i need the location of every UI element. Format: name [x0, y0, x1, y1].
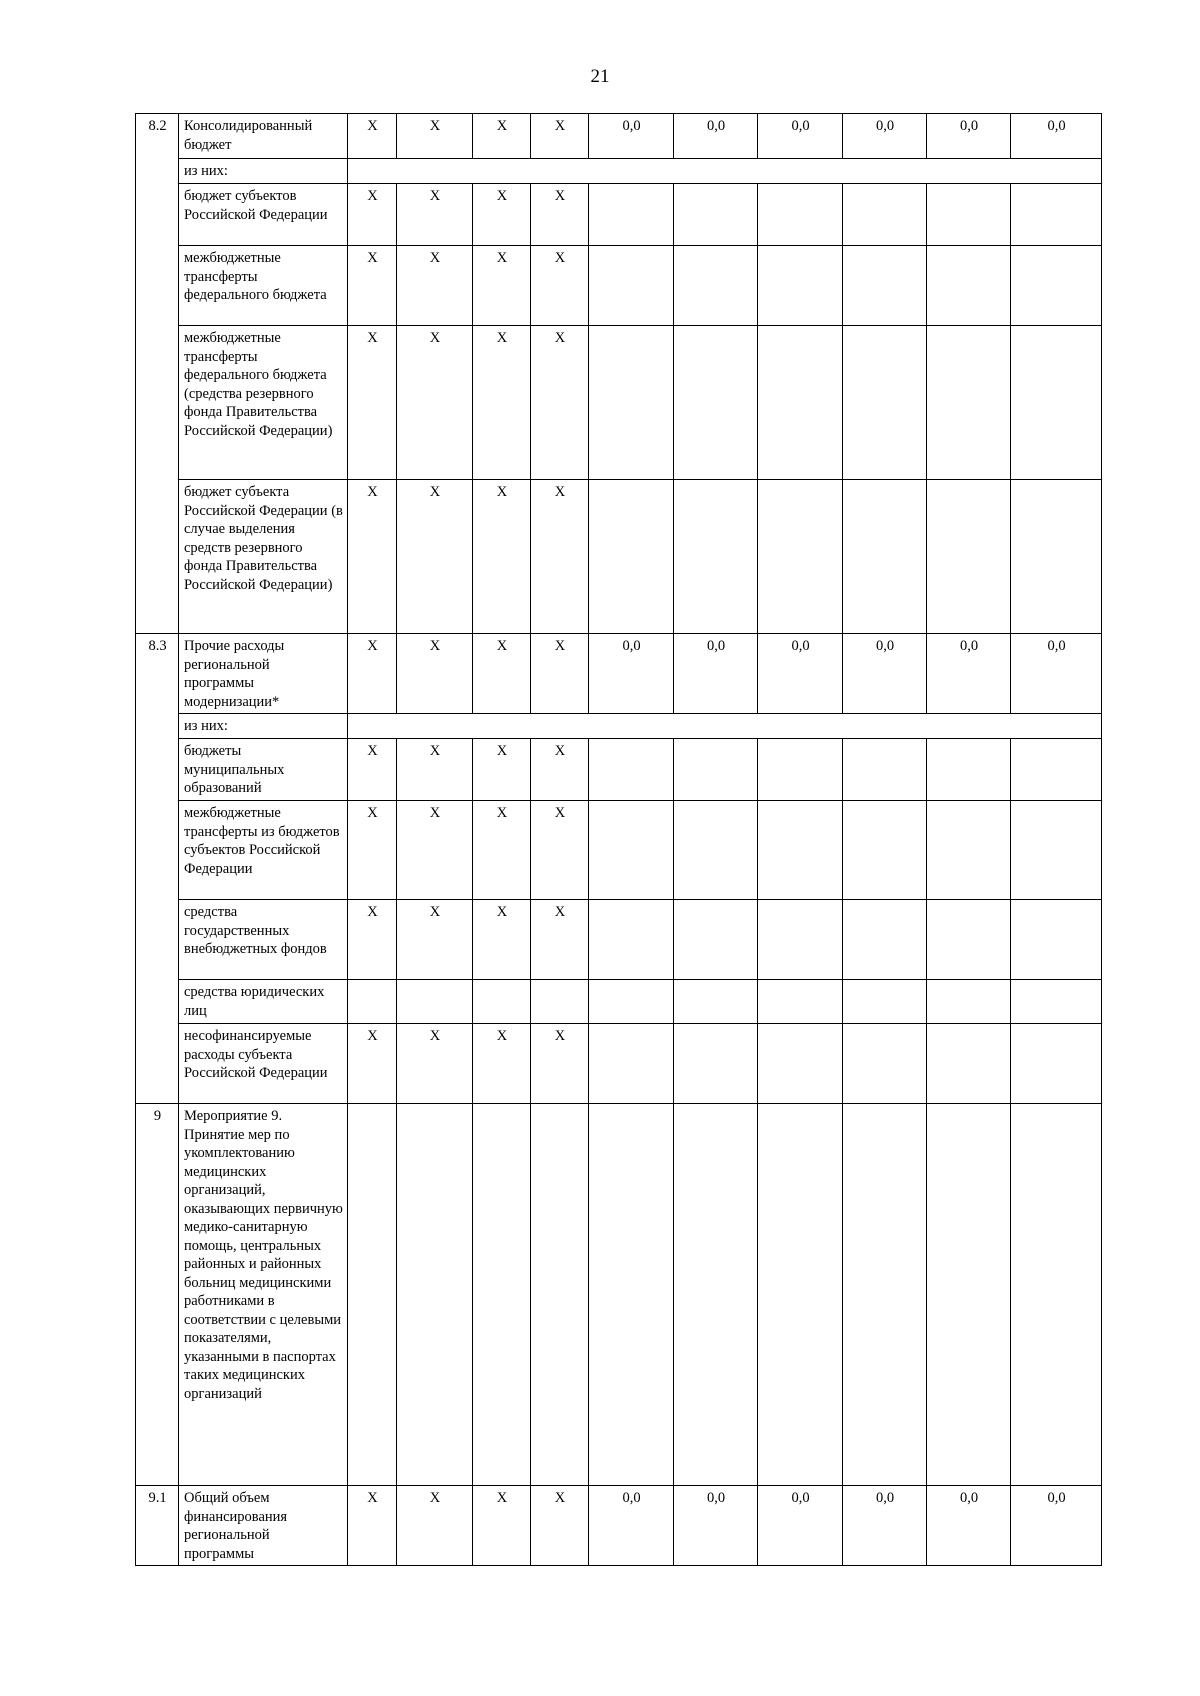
x-cell: X [531, 480, 589, 634]
x-cell: X [348, 634, 397, 714]
table-row [136, 184, 1102, 246]
row-label-cell: Общий объем финансирования региональной программы [179, 1486, 348, 1566]
financing-table [135, 113, 1102, 1566]
value-cell: 0,0 [589, 114, 674, 159]
value-cell [758, 1024, 843, 1104]
value-cell [674, 980, 758, 1024]
value-cell [589, 326, 674, 480]
x-cell: X [397, 246, 473, 326]
value-cell: 0,0 [674, 634, 758, 714]
x-cell: X [473, 184, 531, 246]
x-cell: X [531, 246, 589, 326]
value-cell [1011, 480, 1102, 634]
value-cell [843, 980, 927, 1024]
table-row [136, 634, 1102, 714]
row-label-cell: бюджет субъектов Российской Федерации [179, 184, 348, 246]
value-cell: 0,0 [927, 634, 1011, 714]
x-cell: X [473, 801, 531, 900]
value-cell [758, 801, 843, 900]
x-cell: X [348, 184, 397, 246]
x-cell [397, 1104, 473, 1486]
x-cell: X [531, 1024, 589, 1104]
x-cell: X [473, 900, 531, 980]
x-cell: X [531, 739, 589, 801]
value-cell [843, 900, 927, 980]
value-cell [843, 739, 927, 801]
value-cell [589, 1104, 674, 1486]
value-cell: 0,0 [843, 114, 927, 159]
row-number-cell: 8.2 [136, 114, 179, 634]
value-cell [1011, 801, 1102, 900]
value-cell [927, 480, 1011, 634]
table-row [136, 114, 1102, 159]
value-cell: 0,0 [674, 1486, 758, 1566]
value-cell: 0,0 [758, 634, 843, 714]
value-cell [843, 326, 927, 480]
row-label-cell: Мероприятие 9. Принятие мер по укомплектованию медицинских организаций, оказывающих первичную медико-санитарную помощь, центральных районных и районных больниц медицинскими работниками в соответствии с целевыми показателями, указанными в паспортах таких медицинских организаций [179, 1104, 348, 1486]
value-cell [843, 480, 927, 634]
x-cell: X [348, 801, 397, 900]
x-cell: X [348, 739, 397, 801]
value-cell [1011, 326, 1102, 480]
value-cell [674, 480, 758, 634]
row-label-cell: Прочие расходы региональной программы модернизации* [179, 634, 348, 714]
x-cell: X [397, 114, 473, 159]
row-label-cell: межбюджетные трансферты федерального бюджета (средства резервного фонда Правительства Российской Федерации) [179, 326, 348, 480]
value-cell: 0,0 [1011, 114, 1102, 159]
x-cell: X [531, 900, 589, 980]
x-cell: X [473, 634, 531, 714]
value-cell [927, 900, 1011, 980]
value-cell: 0,0 [758, 1486, 843, 1566]
value-cell [758, 326, 843, 480]
x-cell: X [531, 114, 589, 159]
table-row [136, 801, 1102, 900]
x-cell: X [473, 114, 531, 159]
value-cell [1011, 739, 1102, 801]
value-cell [1011, 246, 1102, 326]
value-cell [1011, 900, 1102, 980]
row-label-cell: средства юридических лиц [179, 980, 348, 1024]
value-cell [927, 326, 1011, 480]
value-cell: 0,0 [927, 1486, 1011, 1566]
value-cell [927, 1104, 1011, 1486]
row-label-cell: из них: [179, 159, 348, 184]
value-cell: 0,0 [758, 114, 843, 159]
value-cell: 0,0 [1011, 634, 1102, 714]
value-cell: 0,0 [589, 634, 674, 714]
value-cell [843, 801, 927, 900]
x-cell: X [531, 184, 589, 246]
value-cell [843, 1104, 927, 1486]
value-cell [674, 739, 758, 801]
value-cell [843, 246, 927, 326]
x-cell: X [397, 184, 473, 246]
x-cell: X [397, 900, 473, 980]
x-cell: X [473, 1486, 531, 1566]
value-cell: 0,0 [674, 114, 758, 159]
x-cell [397, 980, 473, 1024]
value-cell [674, 326, 758, 480]
page-number: 21 [590, 66, 610, 87]
row-label-cell: бюджет субъекта Российской Федерации (в случае выделения средств резервного фонда Правительства Российской Федерации) [179, 480, 348, 634]
x-cell: X [473, 1024, 531, 1104]
table-row [136, 980, 1102, 1024]
value-cell [589, 184, 674, 246]
value-cell [589, 1024, 674, 1104]
value-cell [589, 801, 674, 900]
x-cell: X [348, 900, 397, 980]
table-row [136, 714, 1102, 739]
x-cell: X [473, 246, 531, 326]
x-cell: X [531, 326, 589, 480]
x-cell [531, 1104, 589, 1486]
table-row [136, 1024, 1102, 1104]
value-cell [927, 739, 1011, 801]
x-cell: X [348, 114, 397, 159]
merged-empty-cell [348, 714, 1102, 739]
value-cell [758, 1104, 843, 1486]
value-cell [758, 980, 843, 1024]
value-cell [927, 184, 1011, 246]
value-cell [843, 184, 927, 246]
x-cell: X [397, 1486, 473, 1566]
value-cell [1011, 1104, 1102, 1486]
value-cell [1011, 184, 1102, 246]
value-cell: 0,0 [927, 114, 1011, 159]
x-cell: X [348, 1486, 397, 1566]
table-row [136, 739, 1102, 801]
x-cell: X [348, 480, 397, 634]
value-cell [1011, 1024, 1102, 1104]
value-cell [674, 1024, 758, 1104]
row-label-cell: бюджеты муниципальных образований [179, 739, 348, 801]
x-cell [473, 980, 531, 1024]
x-cell: X [531, 1486, 589, 1566]
value-cell [758, 184, 843, 246]
value-cell [589, 980, 674, 1024]
row-number-cell: 9 [136, 1104, 179, 1486]
row-number-cell: 8.3 [136, 634, 179, 1104]
value-cell [589, 900, 674, 980]
row-number-cell: 9.1 [136, 1486, 179, 1566]
x-cell: X [397, 634, 473, 714]
x-cell: X [473, 326, 531, 480]
value-cell [1011, 980, 1102, 1024]
x-cell [348, 980, 397, 1024]
x-cell: X [531, 634, 589, 714]
value-cell [674, 900, 758, 980]
x-cell: X [348, 326, 397, 480]
value-cell: 0,0 [843, 634, 927, 714]
x-cell: X [348, 246, 397, 326]
merged-empty-cell [348, 159, 1102, 184]
value-cell [927, 246, 1011, 326]
value-cell [674, 246, 758, 326]
x-cell: X [397, 801, 473, 900]
value-cell [758, 480, 843, 634]
x-cell: X [397, 480, 473, 634]
value-cell: 0,0 [1011, 1486, 1102, 1566]
row-label-cell: межбюджетные трансферты федерального бюджета [179, 246, 348, 326]
value-cell [674, 184, 758, 246]
value-cell: 0,0 [589, 1486, 674, 1566]
value-cell [589, 480, 674, 634]
value-cell [927, 980, 1011, 1024]
value-cell [758, 739, 843, 801]
x-cell [348, 1104, 397, 1486]
value-cell: 0,0 [843, 1486, 927, 1566]
x-cell: X [473, 480, 531, 634]
x-cell [531, 980, 589, 1024]
row-label-cell: из них: [179, 714, 348, 739]
value-cell [589, 246, 674, 326]
value-cell [927, 801, 1011, 900]
table-row [136, 1104, 1102, 1486]
value-cell [674, 1104, 758, 1486]
value-cell [843, 1024, 927, 1104]
table-row [136, 480, 1102, 634]
x-cell: X [397, 326, 473, 480]
table-row [136, 246, 1102, 326]
x-cell: X [473, 739, 531, 801]
table-row [136, 326, 1102, 480]
row-label-cell: Консолидированный бюджет [179, 114, 348, 159]
value-cell [758, 900, 843, 980]
x-cell [473, 1104, 531, 1486]
x-cell: X [531, 801, 589, 900]
row-label-cell: несофинансируемые расходы субъекта Российской Федерации [179, 1024, 348, 1104]
x-cell: X [397, 739, 473, 801]
row-label-cell: средства государственных внебюджетных фондов [179, 900, 348, 980]
value-cell [758, 246, 843, 326]
value-cell [927, 1024, 1011, 1104]
table-row [136, 1486, 1102, 1566]
table-row [136, 900, 1102, 980]
row-label-cell: межбюджетные трансферты из бюджетов субъектов Российской Федерации [179, 801, 348, 900]
value-cell [589, 739, 674, 801]
x-cell: X [397, 1024, 473, 1104]
table-row [136, 159, 1102, 184]
value-cell [674, 801, 758, 900]
x-cell: X [348, 1024, 397, 1104]
